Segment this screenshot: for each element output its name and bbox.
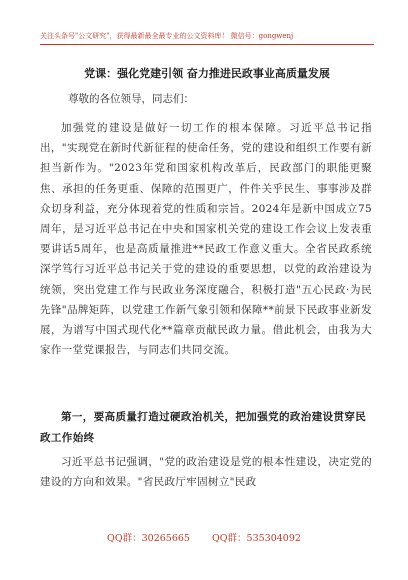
header-notice: 关注头条号"公文研究"，获得最新最全最专业的公文资料库！ 微信号：gongwenj	[40, 32, 294, 40]
body-paragraph-1: 加强党的建设是做好一切工作的根本保障。习近平总书记指出，"实现党在新时代新征程的使命任务，党的建设和组织工作要有新担当新作为。"2023年党和国家机构改革后，民政部门的职能更聚焦、承担的任务更重、保障的范围更广，件件关乎民生、事事涉及群众切身利益，充分体现着党的性质和宗旨。2024年是新中国成立75周年，是习近平总书记在中央和国家机关党的建设工作会议上发表重要讲话5周年，也是高质量推进**民政工作意义重大。全省民政系统深学笃行习近平总书记关于党的建设的重要思想，以党的政治建设为统领，突出党建工作与民政业务深度融合，积极打造"五心民政·为民先锋"品牌矩阵，以党建工作新气象引领和保障**前景下民政事业新发展，为谱写中国式现代化**篇章贡献民政力量。借此机会，由我为大家作一堂党课报告，与同志们共同交流。	[40, 122, 372, 357]
footer-qq-group-2: QQ群：535304092	[211, 533, 301, 544]
section-heading: 第一，要高质量打造过硬政治机关，把加强党的政治建设贯穿民政工作始终	[40, 411, 367, 444]
footer-qq-group-1: QQ群：30265665	[107, 533, 190, 544]
footer-contact	[0, 532, 408, 546]
body-paragraph-2: 习近平总书记强调，"党的政治建设是党的根本性建设，决定党的建设的方向和效果。"省民政厅牢固树立"民政	[40, 456, 372, 489]
header-divider	[40, 44, 374, 45]
greeting: 尊敬的各位领导，同志们：	[68, 93, 194, 105]
document-title: 党课：强化党建引领 奋力推进民政事业高质量发展	[84, 67, 330, 80]
